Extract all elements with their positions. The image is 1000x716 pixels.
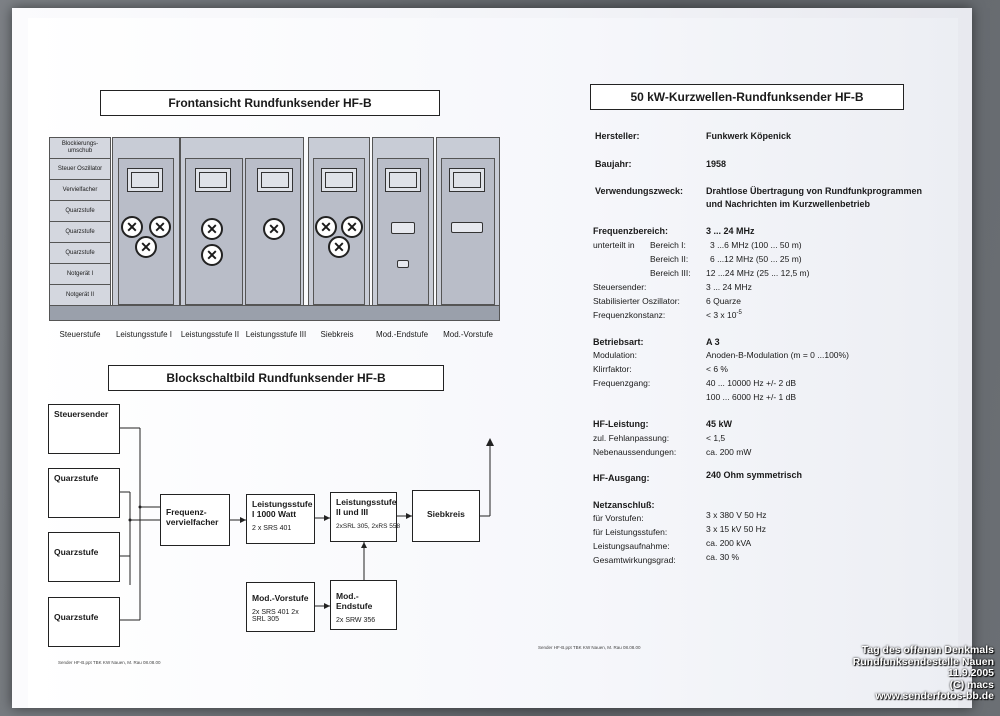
spec-key: Verwendungszweck:: [595, 186, 684, 196]
spec-value: 12 ...24 MHz (25 ... 12,5 m): [706, 268, 810, 278]
spec-value: Funkwerk Köpenick: [706, 131, 792, 141]
spec-value: 6 ...12 MHz (50 ... 25 m): [710, 254, 802, 264]
block-leistungsstufe-2-3: [330, 492, 401, 542]
spec-key: Frequenzgang:: [593, 378, 651, 388]
spec-value: 240 Ohm symmetrisch: [706, 470, 803, 480]
rack-label: Leistungsstufe I: [115, 330, 173, 339]
spec-key: zul. Fehlanpassung:: [593, 433, 670, 443]
spec-key: Betriebsart:: [593, 337, 644, 347]
spec-value-text: < 3 x 10: [706, 310, 737, 320]
caption-line: Rundfunksendestelle Nauen: [852, 655, 994, 668]
block-tubes: 2xSRL 305, 2xRS 558: [336, 523, 401, 530]
caption-line: (C) macs: [949, 678, 994, 691]
spec-value: < 1,5: [706, 433, 726, 443]
spec-key: Frequenzkonstanz:: [593, 310, 666, 320]
spec-key: Bereich II:: [650, 254, 689, 264]
block-mod-vorstufe: [246, 582, 315, 632]
spec-value: 3 x 380 V 50 Hz: [706, 510, 767, 520]
spec-value: 3 ... 24 MHz: [706, 226, 755, 236]
spec-value: < 6 %: [706, 364, 728, 374]
spec-value: 40 ... 10000 Hz +/- 2 dB: [706, 378, 797, 388]
spec-value: 45 kW: [706, 419, 733, 429]
spec-value: 100 ... 6000 Hz +/- 1 dB: [706, 392, 797, 402]
spec-key: Klirrfaktor:: [593, 364, 632, 374]
rack-label: Mod.-Vorstufe: [443, 330, 493, 339]
front-view-title: Frontansicht Rundfunksender HF-B: [100, 90, 440, 116]
spec-key: Nebenaussendungen:: [593, 447, 677, 457]
spec-value: A 3: [706, 337, 720, 347]
rack-label: Steuerstufe: [59, 330, 101, 339]
spec-key: für Vorstufen:: [593, 513, 644, 523]
spec-value: 3 ...6 MHz (100 ... 50 m): [710, 240, 802, 250]
block-leistungsstufe-1: [246, 494, 315, 544]
spec-key: Netzanschluß:: [593, 500, 655, 510]
caption-line: www.senderfotos-bb.de: [875, 690, 994, 702]
block-tubes: 2x SRW 356: [336, 617, 376, 624]
block-quarzstufe: Quarzstufe: [48, 468, 120, 518]
spec-key: unterteilt in: [593, 240, 635, 250]
spec-value: ca. 200 kVA: [706, 538, 752, 548]
caption-line: 11.9.2005: [947, 667, 994, 679]
spec-key: Bereich III:: [650, 268, 691, 278]
spec-key: Leistungsaufnahme:: [593, 541, 670, 551]
block-title: Leistungsstufe I 1000 Watt: [252, 499, 313, 519]
spec-value: [706, 310, 742, 320]
spec-key: für Leistungsstufen:: [593, 527, 668, 537]
spec-key: Bereich I:: [650, 240, 686, 250]
steuer-cell: Quarzstufe: [50, 222, 110, 243]
spec-value: 6 Quarze: [706, 296, 741, 306]
spec-exponent: -5: [736, 310, 742, 317]
steuer-cell: Steuer Oszillator: [50, 159, 110, 180]
spec-value: 3 x 15 kV 50 Hz: [706, 524, 767, 534]
spec-key: Steuersender:: [593, 282, 647, 292]
spec-key: HF-Leistung:: [593, 419, 649, 429]
spec-key: HF-Ausgang:: [593, 473, 650, 483]
block-tubes: 2x SRS 401 2x SRL 305: [252, 609, 299, 623]
photo-caption: [853, 645, 994, 703]
spec-value: 1958: [706, 159, 727, 169]
steuer-cell: Quarzstufe: [50, 201, 110, 222]
spec-value: Drahtlose Übertragung von Rundfunkprogrammen: [706, 186, 923, 196]
steuer-cell: Notgerät II: [50, 285, 110, 305]
steuer-cell: Blockierungs-umschub: [50, 138, 110, 159]
spec-key: Frequenzbereich:: [593, 226, 669, 236]
spec-key: Stabilisierter Oszillator:: [593, 296, 680, 306]
block-quarzstufe: Quarzstufe: [48, 532, 120, 582]
rack-label: Leistungsstufe II: [180, 330, 240, 339]
rack-label: Leistungsstufe III: [245, 330, 307, 339]
spec-value: Anoden-B-Modulation (m = 0 ...100%): [706, 350, 849, 360]
footer-note: Sender HF-B.ppt TBK KW Nauen, M. Rau 08.08.00: [58, 660, 161, 665]
block-title: Mod.-Vorstufe: [252, 593, 309, 603]
spec-value: und Nachrichten im Kurzwellenbetrieb: [706, 199, 871, 209]
spec-value: 3 ... 24 MHz: [706, 282, 752, 292]
block-siebkreis: Siebkreis: [412, 490, 480, 542]
steuer-cell: Quarzstufe: [50, 243, 110, 264]
block-steuersender: Steuersender: [48, 404, 120, 454]
rack-label: Siebkreis: [320, 330, 354, 339]
spec-key: Gesamtwirkungsgrad:: [593, 555, 676, 565]
block-quarzstufe: Quarzstufe: [48, 597, 120, 647]
spec-key: Modulation:: [593, 350, 637, 360]
steuer-cell: Notgerät I: [50, 264, 110, 285]
spec-title: 50 kW-Kurzwellen-Rundfunksender HF-B: [590, 84, 904, 110]
block-frequenzvervielfacher: Frequenz- vervielfacher: [160, 494, 230, 546]
spec-key: Baujahr:: [595, 159, 632, 169]
spec-value: ca. 200 mW: [706, 447, 752, 457]
spec-value: ca. 30 %: [706, 552, 740, 562]
block-tubes: 2 x SRS 401: [252, 525, 292, 532]
spec-key: Hersteller:: [595, 131, 640, 141]
steuer-cell: Vervielfacher: [50, 180, 110, 201]
block-diagram-title: Blockschaltbild Rundfunksender HF-B: [108, 365, 444, 391]
block-title: Leistungsstufe II und III: [336, 497, 397, 517]
block-mod-endstufe: [330, 580, 397, 630]
rack-label: Mod.-Endstufe: [375, 330, 429, 339]
footer-note: Sender HF-B.ppt TBK KW Nauen, M. Rau 08.08.00: [538, 645, 641, 650]
block-title: Mod.-Endstufe: [336, 591, 373, 611]
caption-line: Tag des offenen Denkmals: [861, 644, 994, 656]
